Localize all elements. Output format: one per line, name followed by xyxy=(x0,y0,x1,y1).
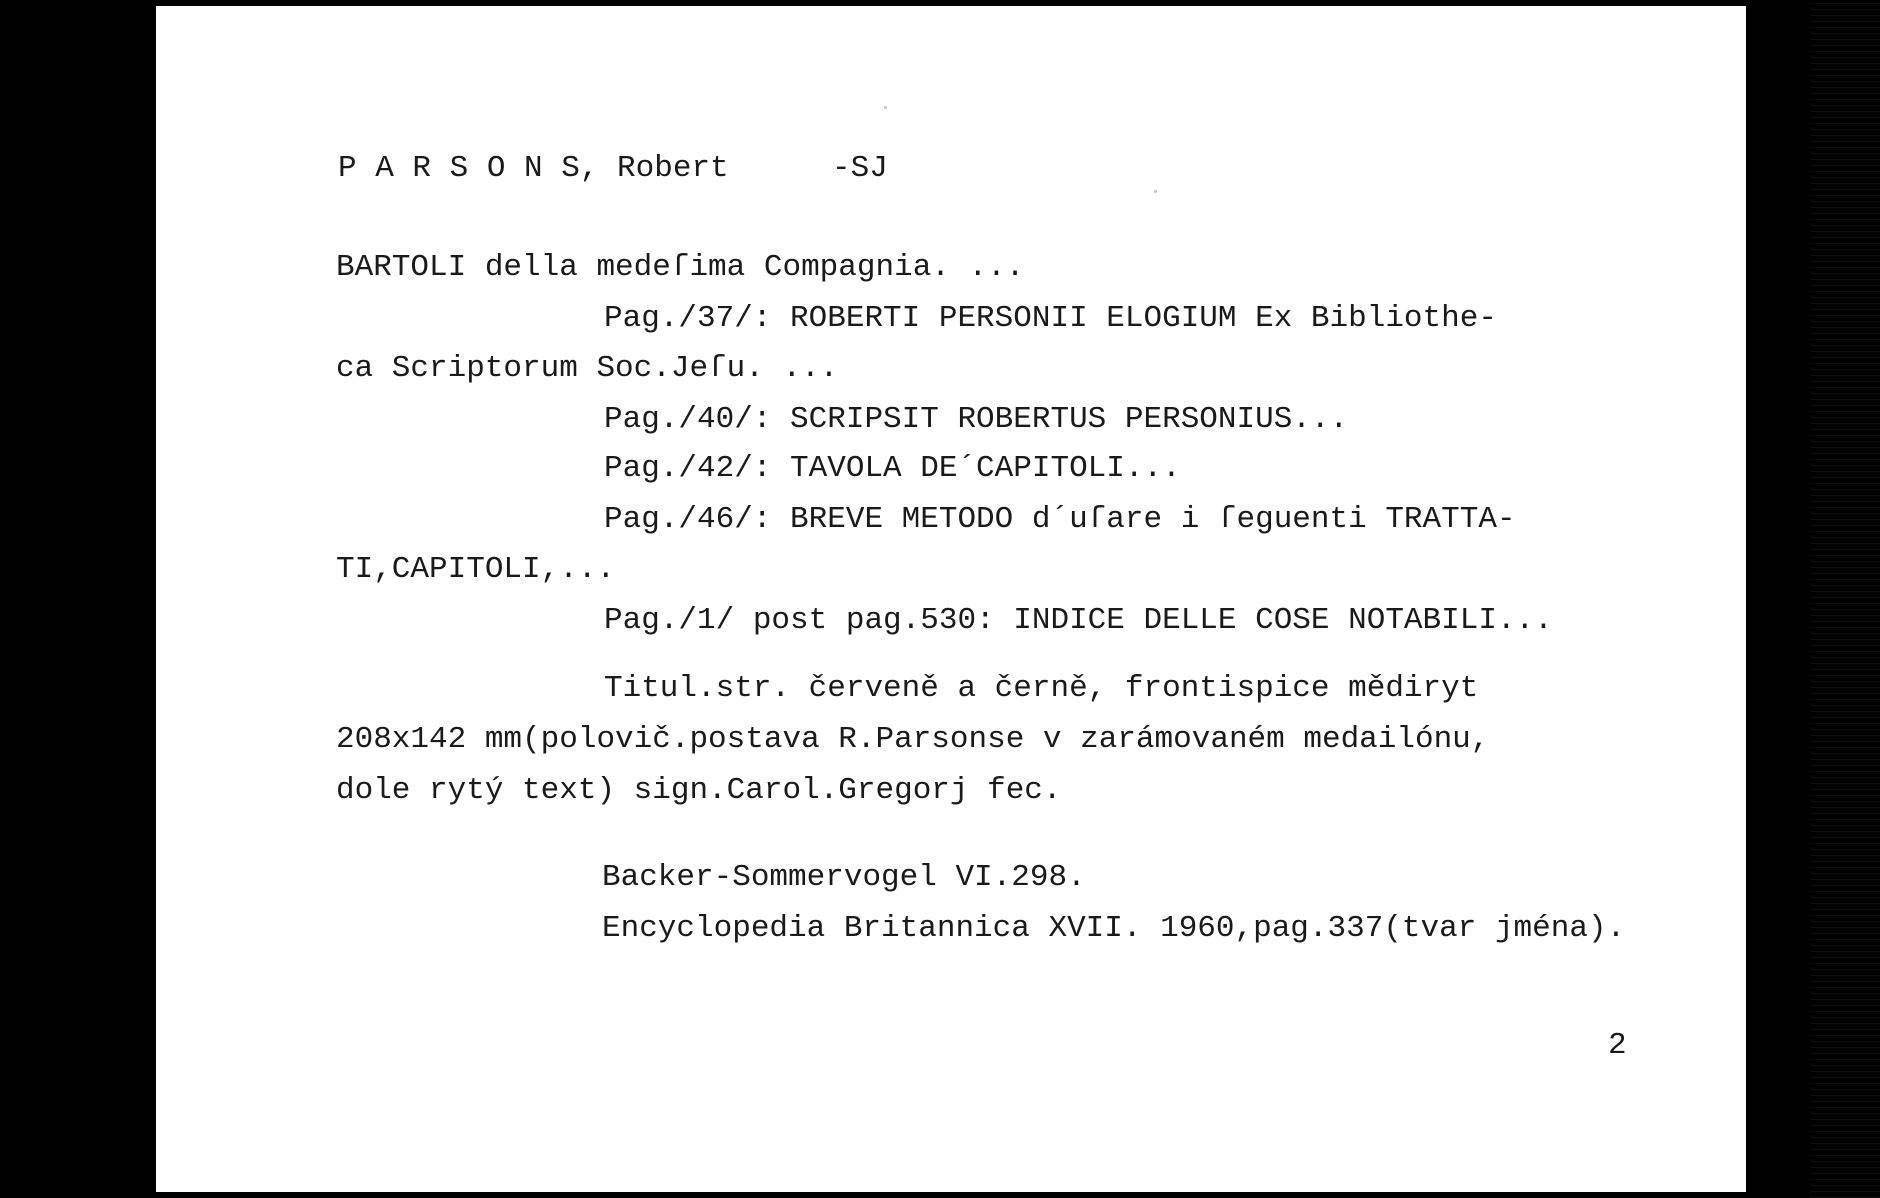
card-line-7: TI,CAPITOLI,... xyxy=(336,552,616,587)
card-line-11: dole rytý text) sign.Carol.Gregorj fec. xyxy=(336,773,1062,808)
card-line-9: Titul.str. červeně a černě, frontispice mědiryt xyxy=(604,671,1479,706)
card-line-8: Pag./1/ post pag.530: INDICE DELLE COSE NOTABILI... xyxy=(604,603,1553,638)
catalog-card xyxy=(156,6,1746,1192)
card-line-10: 208x142 mm(polovič.postava R.Parsonse v zarámovaném medailónu, xyxy=(336,722,1490,757)
scan-edge-noise xyxy=(1810,0,1880,1198)
card-line-13: Encyclopedia Britannica XVII. 1960,pag.337(tvar jména). xyxy=(602,911,1626,946)
card-line-6: Pag./46/: BREVE METODO d´uſare i ſeguenti TRATTA- xyxy=(604,502,1516,537)
card-line-1: BARTOLI della medeſima Compagnia. ... xyxy=(336,250,1025,285)
page-number: 2 xyxy=(1608,1028,1627,1063)
card-line-12: Backer-Sommervogel VI.298. xyxy=(602,860,1086,895)
card-heading-order: -SJ xyxy=(832,151,888,186)
card-line-2: Pag./37/: ROBERTI PERSONII ELOGIUM Ex Bibliothe- xyxy=(604,301,1497,336)
card-heading-name: P A R S O N S, Robert xyxy=(338,151,729,186)
card-line-4: Pag./40/: SCRIPSIT ROBERTUS PERSONIUS... xyxy=(604,402,1349,437)
scan-speck xyxy=(884,106,887,109)
scan-speck xyxy=(1154,190,1157,193)
card-line-5: Pag./42/: TAVOLA DE´CAPITOLI... xyxy=(604,451,1181,486)
card-line-3: ca Scriptorum Soc.Jeſu. ... xyxy=(336,351,839,386)
